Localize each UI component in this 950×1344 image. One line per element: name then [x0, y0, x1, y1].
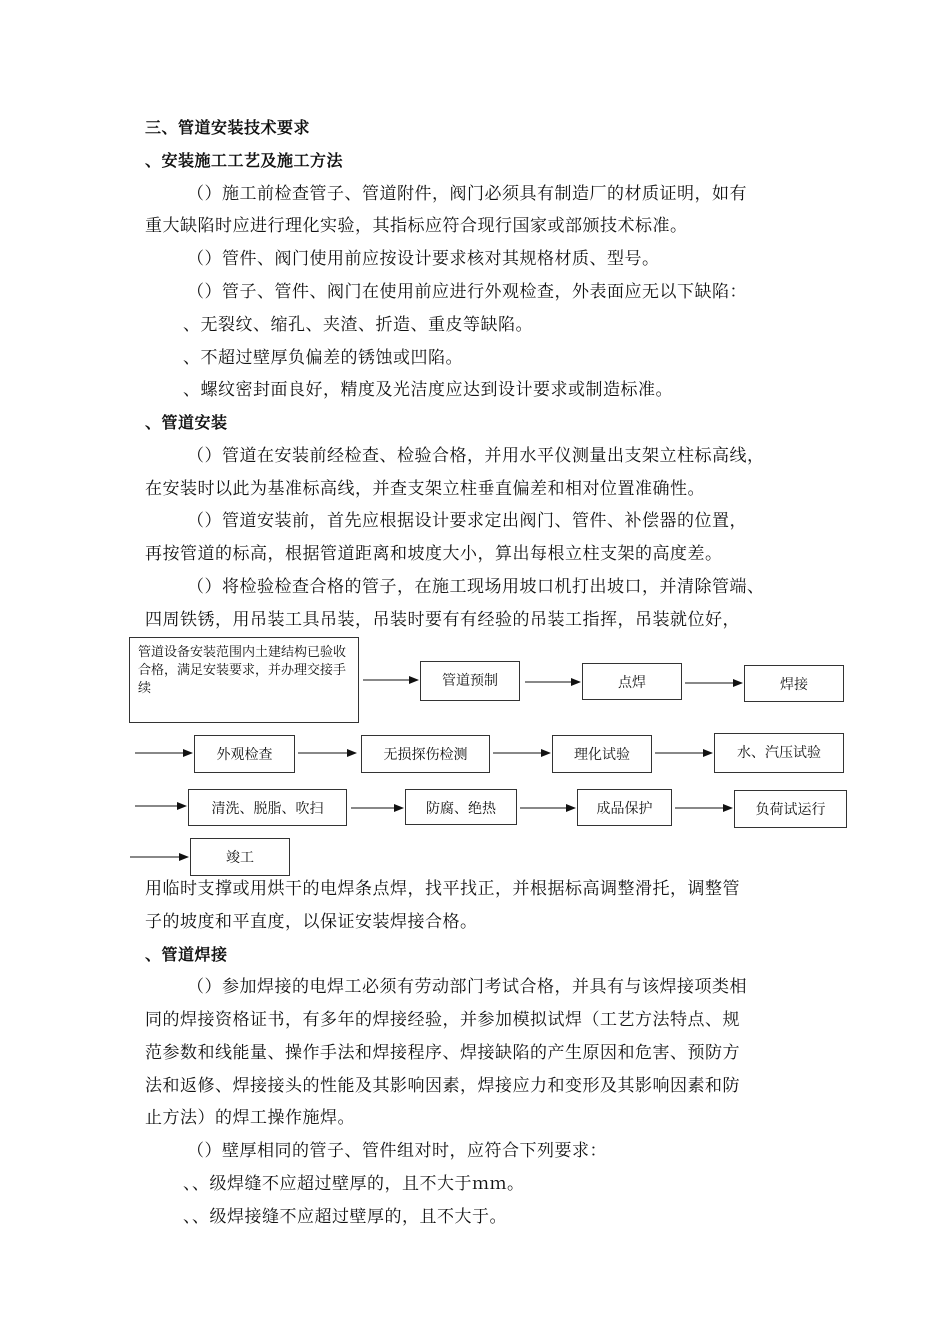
- flow-box-anticorrosion: 防腐、绝热: [405, 789, 517, 825]
- paragraph-line: 四周铁锈，用吊装工具吊装，吊装时要有有经验的吊装工指挥，吊装就位好，: [145, 610, 740, 630]
- flow-box-completion: 竣工: [190, 838, 290, 876]
- flow-box-load-trial: 负荷试运行: [734, 790, 847, 828]
- flow-box-start: 管道设备安装范围内土建结构已验收合格，满足安装要求，并办理交接手续: [129, 637, 359, 723]
- flow-box-weld: 焊接: [744, 665, 844, 702]
- paragraph-line: 再按管道的标高，根据管道距离和坡度大小，算出每根立柱支架的高度差。: [145, 544, 723, 564]
- subsection-heading: 、安装施工工艺及施工方法: [145, 151, 344, 170]
- paragraph-line: 用临时支撑或用烘干的电焊条点焊，找平找正，并根据标高调整滑托，调整管: [145, 879, 740, 899]
- paragraph-line: （）管道在安装前经检查、检验合格，并用水平仪测量出支架立柱标高线，: [187, 446, 765, 466]
- paragraph-line: 、、级焊接缝不应超过壁厚的，且不大于。: [183, 1207, 507, 1227]
- flow-box-spot-weld: 点焊: [582, 663, 682, 700]
- subsection-heading: 、管道安装: [145, 413, 228, 432]
- paragraph-line: 、、级焊缝不应超过壁厚的，且不大于ｍｍ。: [183, 1174, 525, 1194]
- paragraph-line: （）管件、阀门使用前应按设计要求核对其规格材质、型号。: [187, 249, 660, 269]
- paragraph-line: 重大缺陷时应进行理化实验，其指标应符合现行国家或部颁技术标准。: [145, 216, 688, 236]
- flow-box-ndt: 无损探伤检测: [361, 735, 490, 773]
- paragraph-line: 、不超过壁厚负偏差的锈蚀或凹陷。: [183, 348, 463, 368]
- subsection-heading: 、管道焊接: [145, 945, 228, 964]
- flow-box-cleaning: 清洗、脱脂、吹扫: [188, 789, 347, 826]
- paragraph-line: 范参数和线能量、操作手法和焊接程序、焊接缺陷的产生原因和危害、预防方: [145, 1043, 740, 1063]
- paragraph-line: （）管道安装前，首先应根据设计要求定出阀门、管件、补偿器的位置，: [187, 511, 747, 531]
- paragraph-line: 子的坡度和平直度，以保证安装焊接合格。: [145, 912, 478, 932]
- paragraph-line: （）将检验检查合格的管子，在施工现场用坡口机打出坡口，并清除管端、: [187, 577, 765, 597]
- paragraph-line: （）管子、管件、阀门在使用前应进行外观检查，外表面应无以下缺陷：: [187, 282, 747, 302]
- paragraph-line: （）施工前检查管子、管道附件，阀门必须具有制造厂的材质证明，如有: [187, 184, 747, 204]
- paragraph-line: 法和返修、焊接接头的性能及其影响因素，焊接应力和变形及其影响因素和防: [145, 1076, 740, 1096]
- paragraph-line: 在安装时以此为基准标高线，并查支架立柱垂直偏差和相对位置准确性。: [145, 479, 705, 499]
- paragraph-line: 止方法）的焊工操作施焊。: [145, 1108, 355, 1128]
- flow-box-physchem-test: 理化试验: [552, 735, 652, 773]
- paragraph-line: （）壁厚相同的管子、管件组对时，应符合下列要求：: [187, 1141, 607, 1161]
- paragraph-line: 、无裂纹、缩孔、夹渣、折造、重皮等缺陷。: [183, 315, 533, 335]
- flow-box-protection: 成品保护: [577, 789, 672, 826]
- flow-box-prefabrication: 管道预制: [420, 661, 520, 701]
- flow-box-visual-inspection: 外观检查: [194, 735, 295, 773]
- paragraph-line: （）参加焊接的电焊工必须有劳动部门考试合格，并具有与该焊接项类相: [187, 977, 747, 997]
- section-title: 三、管道安装技术要求: [145, 118, 311, 137]
- flow-box-pressure-test: 水、汽压试验: [714, 733, 844, 773]
- paragraph-line: 、螺纹密封面良好，精度及光洁度应达到设计要求或制造标准。: [183, 380, 673, 400]
- paragraph-line: 同的焊接资格证书，有多年的焊接经验，并参加模拟试焊（工艺方法特点、规: [145, 1010, 740, 1030]
